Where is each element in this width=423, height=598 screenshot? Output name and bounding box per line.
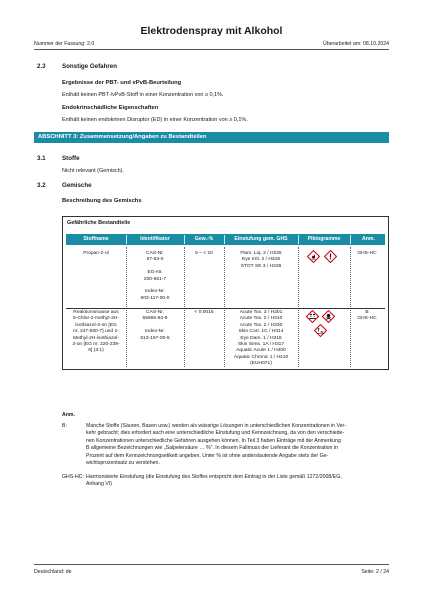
row2-ghs-line: Skin Corr. 1C / H314 <box>238 329 284 335</box>
row2-substance-line: isothiazol-3-on [EG <box>75 322 117 328</box>
note-b-line: kehr gebracht; dies erfordert auch eine unterschiedliche Einstufung und Kennzeichnung, da von den verschiede- <box>86 430 345 437</box>
note-b-line: Prozent auf dem Kennzeichnungsetikett angeben. Unter % ist ohne anderslautende Angabe stets der Ge- <box>86 452 329 459</box>
col-header-ghs: Einstufung gem. GHS <box>234 236 288 242</box>
section-2-3-title: Sonstige Gefahren <box>62 63 118 70</box>
footer-country: Deutschland: de <box>34 569 72 575</box>
row1-ghs-line: STOT SE 3 / H336 <box>240 263 282 269</box>
section-3-2-title: Gemische <box>62 182 92 189</box>
row2-ghs-line: Acute Tox. 2 / H330 <box>239 322 283 328</box>
row2-substance-line: 5-Chlor-2-methyl-2H- <box>73 316 119 322</box>
revised-label: Überarbeitet am: 08.10.2024 <box>322 41 389 47</box>
note-b-line: B allgemeine Bezeichnungen wie „Salpetersäure … %". In diesem Fallmuss der Lieferant die Konzentration in <box>86 445 338 452</box>
note-ghs-hc-text <box>86 474 391 489</box>
column-line <box>298 247 299 367</box>
table-header-row <box>66 234 385 245</box>
row2-substance <box>66 310 126 355</box>
section-3-1-title: Stoffe <box>62 155 80 162</box>
footer-rule <box>34 564 389 565</box>
row1-ident-line: CAS-Nr. <box>146 251 164 256</box>
corrosion-pictogram-icon <box>306 310 319 323</box>
footer-page-number: Seite: 2 / 24 <box>361 569 389 575</box>
note-ghs-hc-key: GHS-HC: <box>62 474 84 480</box>
note-b-key: B: <box>62 423 67 429</box>
section-2-3-number: 2.3 <box>37 63 46 70</box>
note-b-text <box>86 423 391 467</box>
col-header-identifier: Identifikator <box>140 236 170 242</box>
pbt-heading: Ergebnisse der PBT- und vPvB-Beurteilung <box>62 80 182 86</box>
col-header-pictograms: Piktogramme <box>307 236 341 242</box>
row2-ident-line: 55965-84-9 <box>142 316 168 322</box>
row2-note-line: B <box>365 310 369 315</box>
row1-ghs-line: Eye Irrit. 2 / H319 <box>241 257 281 263</box>
section-3-1-text: Nicht relevant (Gemisch). <box>62 168 125 174</box>
row1-ident-line: Index-Nr. <box>145 289 165 295</box>
row2-weight: < 0,0015 <box>194 310 214 315</box>
row1-ghs <box>224 251 298 270</box>
row2-identifier <box>126 310 184 342</box>
note-b-line: Manche Stoffe (Säuren, Basen usw.) werden als wässrige Lösungen in unterschiedlichen Konzentrationen in Ver- <box>86 423 347 429</box>
row1-notes <box>350 251 384 257</box>
note-b-line: wichtsprozentsatz zu verstehen. <box>86 460 160 467</box>
row2-ghs-line: Eye Dam. 1 / H318 <box>240 335 282 341</box>
flame-pictogram-icon <box>307 250 320 263</box>
row-separator <box>66 308 385 309</box>
row1-ident-line: EG-Nr. <box>147 270 163 276</box>
col-header-weight: Gew.-% <box>194 236 214 242</box>
row1-ident-line: 603-117-00-0 <box>140 295 170 301</box>
row2-substance-line: 6] (3:1) <box>88 348 104 354</box>
ed-text: Enthält keinen endokrinen Disruptor (ED) in einer Konzentration von ≥ 0,1%. <box>62 117 248 123</box>
row2-ghs-line: Skin Sens. 1A / H317 <box>237 342 285 348</box>
note-ghs-hc-line: Harmonisierte Einstufung (die Einstufung des Stoffes entspricht dem Eintrag in der Liste gemäß 1272/2008/EG, <box>86 474 342 480</box>
notes-heading: Anm. <box>62 412 75 418</box>
row2-ident-line: 613-167-00-5 <box>140 335 170 341</box>
row1-ident-line: 67-63-0 <box>146 257 164 263</box>
row1-ident-line: 200-661-7 <box>143 276 167 282</box>
section-3-header: ABSCHNITT 3: Zusammensetzung/Angaben zu Bestandteilen <box>34 132 389 143</box>
row2-ghs-line: Aquatic Acute 1 / H400 <box>236 348 286 354</box>
table-caption: Gefährliche Bestandteile <box>67 220 131 226</box>
row1-substance <box>66 251 126 257</box>
row1-weight: 5 – < 10 <box>195 251 213 256</box>
document-title: Elektrodenspray mit Alkohol <box>140 25 283 37</box>
row2-ghs-line: Acute Tox. 2 / H310 <box>239 316 283 322</box>
header-rule <box>34 49 389 50</box>
column-line <box>350 247 351 367</box>
exclamation-pictogram-icon <box>324 250 337 263</box>
row2-substance-line: Reaktionsmasse aus <box>73 310 119 315</box>
row1-ghs-line: Flam. Liq. 2 / H225 <box>240 251 282 256</box>
section-3-2-number: 3.2 <box>37 182 46 189</box>
col-header-notes: Anm. <box>362 236 375 242</box>
section-3-1-number: 3.1 <box>37 155 46 162</box>
row2-substance-line: nr. 247-500-7] und 2- <box>73 329 119 335</box>
col-header-substance: Stoffname <box>83 236 109 242</box>
mixture-description-heading: Beschreibung des Gemischs <box>62 198 142 204</box>
row2-ident-line: Index-Nr. <box>145 329 165 335</box>
column-line <box>184 247 185 367</box>
note-b-line: nen Konzentrationen unterschiedliche Gefahren ausgehen können. In Teil 3 haben Einträge mit der Anmerkung <box>86 437 341 444</box>
ed-heading: Endokrinschädliche Eigenschaften <box>62 105 159 111</box>
row2-substance-line: 3-on [EG nr. 220-239- <box>72 342 120 348</box>
row2-note-line: GHS-HC <box>357 316 377 322</box>
row2-substance-line: Methyl-2H-isothiazol- <box>73 335 119 341</box>
version-label: Nummer der Fassung: 2.0 <box>34 41 95 47</box>
row2-ghs-line: (EUH071) <box>250 361 272 367</box>
row2-ghs-line: Aquatic Chronic 1 / H410 <box>233 354 289 360</box>
row2-notes <box>350 310 384 323</box>
pbt-text: Enthält keinen PBT-/vPvB-Stoff in einer Konzentration von ≥ 0,1%. <box>62 92 224 98</box>
note-ghs-hc-line: Anhang VI) <box>86 481 112 488</box>
hazardous-components-table <box>62 216 389 370</box>
row1-note-line: GHS-HC <box>357 251 377 256</box>
row2-ghs <box>224 310 298 368</box>
row2-ident-line: CAS-Nr. <box>146 310 164 315</box>
skull-pictogram-icon <box>322 310 335 323</box>
row2-ghs-line: Acute Tox. 3 / H301 <box>239 310 283 315</box>
row1-identifier <box>126 251 184 302</box>
environment-pictogram-icon <box>314 324 327 337</box>
row1-substance-line: Propan-2-ol <box>83 251 109 256</box>
